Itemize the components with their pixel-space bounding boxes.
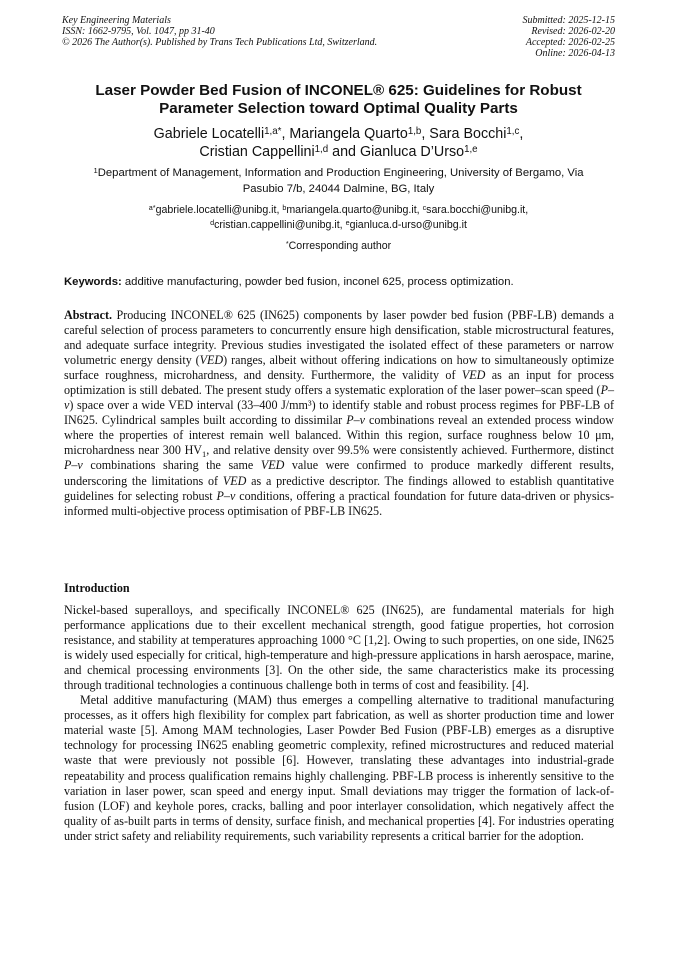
copyright-line: © 2026 The Author(s). Published by Trans Tech Publications Ltd, Switzerland. (62, 37, 378, 48)
author-separator: , (281, 126, 290, 142)
introduction-body (64, 603, 614, 844)
affiliation-text: Department of Management, Information and Production Engineering, University of Bergamo, Via (97, 167, 584, 179)
author-list (62, 125, 615, 161)
corresponding-author-note (62, 239, 615, 253)
abstract-term: VED (461, 368, 486, 383)
abstract-term: VED (222, 473, 247, 488)
abstract-text: as an input for process optimization is still debated. The present study offers a systematic exploration of the laser power–scan speed ( (64, 368, 614, 398)
revised-date: Revised: 2026-02-20 (531, 26, 615, 37)
abstract-term: P–v (216, 488, 236, 503)
journal-name: Key Engineering Materials (62, 15, 171, 26)
author-and: and (328, 144, 360, 160)
affiliation-line-2: Pasubio 7/b, 24044 Dalmine, BG, Italy (242, 182, 435, 195)
keywords-label: Keywords: (64, 276, 122, 288)
paper-title (62, 82, 615, 118)
author-separator: , (519, 126, 524, 142)
email-link[interactable]: gianluca.d-urso@unibg.it (349, 218, 467, 231)
abstract-text: value were confirmed to produce markedly different results, underscoring the limitations of (64, 458, 614, 488)
title-line-2: Parameter Selection toward Optimal Quality Parts (159, 100, 518, 117)
email-mark: a* (148, 203, 156, 213)
author-name: Cristian Cappellini (199, 144, 315, 160)
email-mark: c (422, 203, 427, 213)
abstract-text: combinations reveal an extended process window where the properties of interest remain well balanced. Within this region, surface roughness below 10 μm, microhardness near 300 HV (64, 413, 614, 458)
abstract-text: ) ranges, albeit without offering indications on how to simultaneously optimize surface roughness, microhardness, and density. Furthermore, the validity of (64, 353, 614, 383)
author-affil-mark: 1,c (506, 126, 520, 138)
abstract-text: combinations sharing the same (82, 458, 261, 473)
affiliation-line-1 (62, 166, 615, 182)
email-line-1 (62, 203, 615, 218)
author-line-2 (62, 143, 615, 161)
email-link[interactable]: mariangela.quarto@unibg.it, (286, 204, 423, 216)
abstract-text: , and relative density over 99.5% were consistently achieved. Furthermore, distinct (206, 443, 615, 458)
section-heading: Introduction (64, 581, 130, 595)
abstract-text: as a predictive descriptor. The findings allowed to establish quantitative guidelines for selecting robust (64, 473, 614, 503)
email-mark: d (210, 217, 215, 227)
author-affil-mark: 1,b (407, 126, 422, 138)
paragraph: Nickel-based superalloys, and specifically INCONEL® 625 (IN625), are fundamental materials for high performance applications due to their excellent mechanical strength, good fatigue properties, hot corrosion resistance, and stability at temperatures approaching 1000 °C [1,2]. Owing to such properties, on one side, IN625 is widely used especially for critical, high-temperature and high-pressure applications in harsh aerospace, marine, and chemical processing environments [3]. On the other side, the same characteristics make its processing through traditional technologies a continuous challenge both in terms of cost and feasibility. [4]. (64, 603, 614, 693)
paragraph: Metal additive manufacturing (MAM) thus emerges a compelling alternative to traditional manufacturing processes, as it offers high flexibility for complex part fabrication, as well as shorter production time and lower material waste [5]. Among MAM technologies, Laser Powder Bed Fusion (PBF-LB) emerges as a disruptive technology for processing IN625 enabling geometric complexity, refined microstructures and reduced material waste that were previously not possible [6]. However, translating these advantages into industrial-grade repeatability and process qualification remains highly challenging. PBF-LB process is inherently sensitive to the variation in laser power, scan speed and energy input. Small deviations may trigger the formation of lack-of-fusion (LOF) and keyhole pores, cracks, balling and poor interlayer consolidation, which negatively affect the quality of as-built parts in terms of density, surface finish, and mechanical properties [4]. For industries operating under strict safety and reliability requirements, such variability represents a critical barrier for the adoption. (64, 693, 614, 843)
abstract-text: Producing INCONEL® 625 (IN625) components by laser powder bed fusion (PBF-LB) demands a careful selection of process parameters to concurrently ensure high densification, stable microstructural features, and adequate surface integrity. Previous studies investigated the isolated effect of these parameters or narrow volumetric energy density ( (64, 308, 614, 368)
abstract-term: P–v (64, 458, 83, 473)
journal-header (62, 15, 377, 48)
email-link[interactable]: gabriele.locatelli@unibg.it, (155, 204, 283, 216)
author-emails (62, 203, 615, 232)
accepted-date: Accepted: 2026-02-25 (525, 37, 615, 48)
abstract-term: P–v (64, 383, 614, 413)
submitted-date: Submitted: 2025-12-15 (522, 15, 615, 26)
abstract-text: conditions, offering a practical foundation for future data-driven or physics-informed multi-objective process optimisation of PBF-LB IN625. (64, 488, 614, 518)
email-link[interactable]: cristian.cappellini@unibg.it, (214, 218, 346, 231)
issn-line: ISSN: 1662-9795, Vol. 1047, pp 31-40 (62, 26, 215, 37)
author-name: Sara Bocchi (429, 126, 507, 142)
corresponding-text: Corresponding author (288, 240, 392, 252)
dates-header (523, 15, 616, 59)
abstract (64, 308, 614, 519)
affiliation-mark: 1 (93, 165, 98, 175)
abstract-subscript: 1 (202, 448, 207, 459)
keywords-text: additive manufacturing, powder bed fusion, inconel 625, process optimization. (121, 276, 514, 288)
email-mark: e (345, 217, 350, 227)
author-affil-mark: 1,e (464, 144, 478, 156)
email-link[interactable]: sara.bocchi@unibg.it, (426, 204, 529, 216)
title-line-1: Laser Powder Bed Fusion of INCONEL® 625: Guidelines for Robust (95, 82, 582, 99)
affiliation (62, 166, 615, 197)
abstract-label: Abstract. (64, 308, 113, 322)
online-date: Online: 2026-04-13 (535, 48, 615, 59)
author-affil-mark: 1,d (314, 144, 329, 156)
author-name: Gianluca D’Urso (359, 144, 465, 160)
author-name: Gabriele Locatelli (153, 126, 265, 142)
abstract-term: P–v (346, 413, 366, 428)
author-affil-mark: 1,a* (264, 126, 282, 138)
author-name: Mariangela Quarto (289, 126, 408, 142)
keywords (64, 275, 617, 290)
author-separator: , (421, 126, 430, 142)
abstract-term: VED (260, 458, 285, 473)
abstract-text: ) space over a wide VED interval (33–400 J/mm³) to identify stable and robust process regimes for PBF-LB of IN625. Cylindrical samples built according to dissimilar (64, 398, 614, 428)
corresponding-mark: * (285, 239, 289, 249)
email-line-2 (62, 218, 615, 233)
author-line-1 (62, 125, 615, 143)
email-mark: b (282, 203, 287, 213)
abstract-term: VED (199, 353, 224, 368)
